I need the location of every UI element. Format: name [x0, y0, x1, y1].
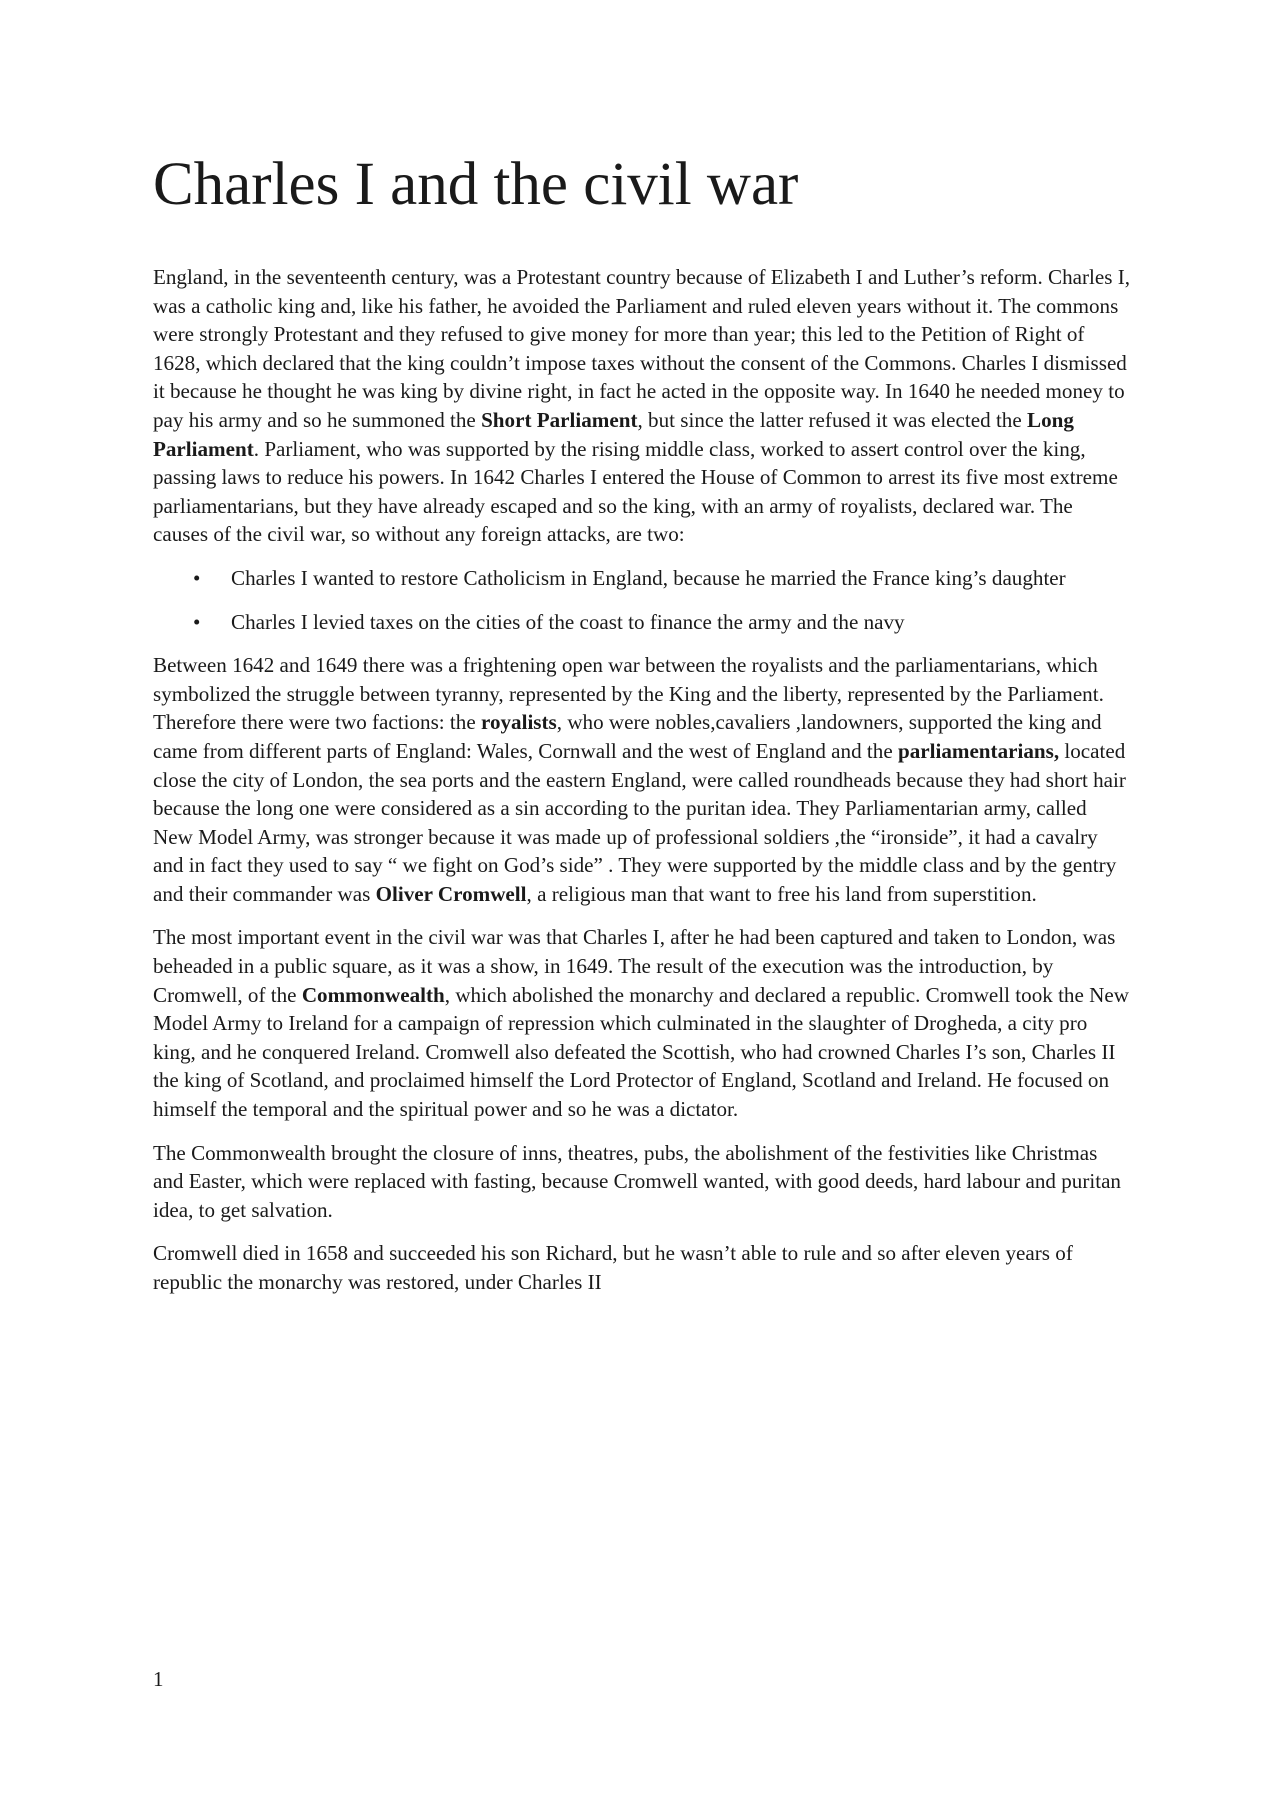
- bullet-marker: •: [193, 609, 201, 634]
- text-run: , a religious man that want to free his land from superstition.: [526, 881, 1037, 906]
- paragraph-restoration: Cromwell died in 1658 and succeeded his son Richard, but he wasn’t able to rule and so after eleven years of republic the monarchy was restored, under Charles II: [153, 1241, 1073, 1294]
- page-number: 1: [153, 1667, 164, 1691]
- bold-term-oliver-cromwell: Oliver Cromwell: [375, 881, 527, 906]
- text-run: , who were nobles,cavaliers ,landowners, supported the king and came from different parts of England: Wales, Cornwall and the west of England and the: [153, 710, 1102, 763]
- text-run: , which abolished the monarchy and declared a republic. Cromwell took the New Model Army to Ireland for a campaign of repression which culminated in the slaughter of Drogheda, a city pro king, and he conquered Ireland. Cromwell also defeated the Scottish, who had crowned Charles I’s son, Charles II the king of Scotland, and proclaimed himself the Lord Protector of England, Scotland and Ireland. He focused on himself the temporal and the spiritual power and so he was a dictator.: [153, 982, 1129, 1122]
- bold-term-royalists: royalists: [480, 710, 557, 735]
- paragraph-intro: [153, 263, 1130, 549]
- bold-term-short-parliament: Short Parliament: [481, 407, 638, 432]
- text-run: Between 1642 and 1649 there was a frightening open war between the royalists and the parliamentarians, which symbolized the struggle between tyranny, represented by the King and the liberty, represented by the Parliament. Therefore there were two factions: the: [153, 653, 1104, 735]
- paragraph-factions: [153, 651, 1130, 908]
- bold-term-long-parliament: Long Parliament: [153, 407, 1074, 461]
- list-item-text: Charles I levied taxes on the cities of the coast to finance the army and the navy: [231, 609, 905, 634]
- paragraph-execution: [153, 923, 1130, 1123]
- paragraph-commonwealth: The Commonwealth brought the closure of inns, theatres, pubs, the abolishment of the festivities like Christmas and Easter, which were replaced with fasting, because Cromwell wanted, with good deeds, hard labour and puritan idea, to get salvation.: [153, 1140, 1121, 1222]
- bullet-marker: •: [193, 565, 201, 590]
- document-body: [153, 263, 1130, 1312]
- text-run: The most important event in the civil war was that Charles I, after he had been captured and taken to London, was beheaded in a public square, as it was a show, in 1649. The result of the execution was the introduction, by Cromwell, of the: [153, 925, 1116, 1007]
- list-item: [153, 608, 1130, 637]
- text-run: . Parliament, who was supported by the rising middle class, worked to assert control over the king, passing laws to reduce his powers. In 1642 Charles I entered the House of Common to arrest its five most extreme parliamentarians, but they have already escaped and so the king, with an army of royalists, declared war. The causes of the civil war, so without any foreign attacks, are two:: [153, 436, 1118, 547]
- page-title: Charles I and the civil war: [153, 151, 799, 218]
- list-item-text: Charles I wanted to restore Catholicism in England, because he married the France king’s daughter: [231, 565, 1066, 590]
- text-run: located close the city of London, the sea ports and the eastern England, were called roundheads because they had short hair because the long one were considered as a sin according to the puritan idea. They Parliamentarian army, called New Model Army, was stronger because it was made up of professional soldiers ,the “ironside”, it had a cavalry and in fact they used to say “ we fight on God’s side” . They were supported by the middle class and by the gentry and their commander was: [153, 738, 1126, 906]
- list-item: [153, 564, 1130, 593]
- text-run: , but since the latter refused it was elected the: [637, 407, 1027, 432]
- text-run: England, in the seventeenth century, was a Protestant country because of Elizabeth I and Luther’s reform. Charles I, was a catholic king and, like his father, he avoided the Parliament and ruled eleven years without it. The commons were strongly Protestant and they refused to give money for more than year; this led to the Petition of Right of 1628, which declared that the king couldn’t impose taxes without the consent of the Commons. Charles I dismissed it because he thought he was king by divine right, in fact he acted in the opposite way. In 1640 he needed money to pay his army and so he summoned the: [153, 265, 1131, 432]
- bold-term-parliamentarians: parliamentarians,: [897, 738, 1060, 763]
- bold-term-commonwealth: Commonwealth: [301, 982, 445, 1007]
- causes-list: [153, 564, 1130, 636]
